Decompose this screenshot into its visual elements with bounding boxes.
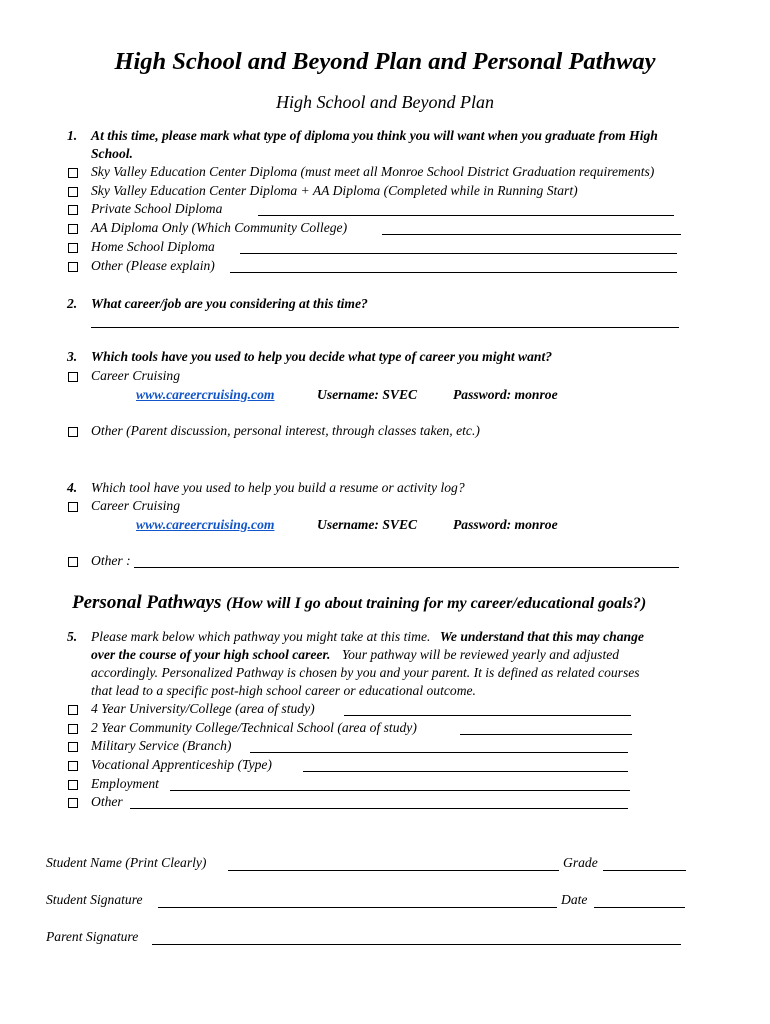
- q1-option-1-checkbox[interactable]: [68, 168, 78, 178]
- q1-option-3-checkbox[interactable]: [68, 205, 78, 215]
- pathways-title: Personal Pathways: [72, 592, 222, 613]
- q5-option-3-checkbox[interactable]: [68, 742, 78, 752]
- q5-option-4-checkbox[interactable]: [68, 761, 78, 771]
- q1-option-6-line[interactable]: [230, 272, 677, 273]
- q1-option-4-checkbox[interactable]: [68, 224, 78, 234]
- q5-intro-line4: that lead to a specific post-high school career or educational outcome.: [91, 683, 476, 698]
- q5-option-5-checkbox[interactable]: [68, 780, 78, 790]
- q2-question: What career/job are you considering at this time?: [91, 296, 368, 311]
- q5-intro-line2-a: over the course of your high school career.: [91, 647, 331, 662]
- q1-question-line1: At this time, please mark what type of diploma you think you will want when you graduate from High: [91, 128, 658, 143]
- q1-option-2-checkbox[interactable]: [68, 187, 78, 197]
- q5-option-5-line[interactable]: [170, 790, 630, 791]
- q3-password: Password: monroe: [453, 387, 558, 402]
- student-signature-label: Student Signature: [46, 892, 143, 907]
- q3-option-1-label: Career Cruising: [91, 368, 180, 383]
- q3-username: Username: SVEC: [317, 387, 418, 402]
- q5-option-3-line[interactable]: [250, 752, 628, 753]
- date-line[interactable]: [594, 907, 685, 908]
- q4-number: 4.: [67, 480, 78, 495]
- q1-option-6-checkbox[interactable]: [68, 262, 78, 272]
- page-subtitle: High School and Beyond Plan: [276, 92, 494, 112]
- student-name-line[interactable]: [228, 870, 559, 871]
- student-name-label: Student Name (Print Clearly): [46, 855, 207, 870]
- q5-option-1-checkbox[interactable]: [68, 705, 78, 715]
- parent-signature-line[interactable]: [152, 944, 681, 945]
- q5-intro-line1-b: We understand that this may change: [439, 629, 644, 644]
- q1-option-6-label: Other (Please explain): [91, 258, 215, 273]
- q2-answer-line[interactable]: [91, 327, 679, 328]
- q5-option-6-line[interactable]: [130, 808, 628, 809]
- q4-careercruising-link[interactable]: www.careercruising.com: [136, 517, 275, 532]
- q3-option-1-checkbox[interactable]: [68, 372, 78, 382]
- q1-option-5-line[interactable]: [240, 253, 677, 254]
- q4-option-1-checkbox[interactable]: [68, 502, 78, 512]
- q5-option-2-checkbox[interactable]: [68, 724, 78, 734]
- q5-option-5-label: Employment: [91, 776, 159, 791]
- q5-intro-line1-a: Please mark below which pathway you might take at this time.: [91, 629, 431, 644]
- grade-label: Grade: [563, 855, 598, 870]
- q3-option-2-label: Other (Parent discussion, personal interest, through classes taken, etc.): [91, 423, 480, 438]
- date-label: Date: [561, 892, 588, 907]
- q4-option-2-line[interactable]: [134, 567, 679, 568]
- q1-option-3-line[interactable]: [258, 215, 674, 216]
- q4-option-2-checkbox[interactable]: [68, 557, 78, 567]
- q5-option-4-line[interactable]: [303, 771, 628, 772]
- pathways-subtitle: (How will I go about training for my career/educational goals?): [226, 595, 647, 612]
- q3-number: 3.: [67, 349, 78, 364]
- q1-option-2-label: Sky Valley Education Center Diploma + AA Diploma (Completed while in Running Start): [91, 183, 578, 198]
- q5-option-3-label: Military Service (Branch): [91, 738, 232, 753]
- q4-option-1-label: Career Cruising: [91, 498, 180, 513]
- q5-option-1-label: 4 Year University/College (area of study): [91, 701, 315, 716]
- q4-question: Which tool have you used to help you build a resume or activity log?: [91, 480, 465, 495]
- pathways-heading: [72, 592, 646, 614]
- grade-line[interactable]: [603, 870, 686, 871]
- q5-intro-line2: [91, 646, 619, 664]
- q5-option-6-checkbox[interactable]: [68, 798, 78, 808]
- q5-option-4-label: Vocational Apprenticeship (Type): [91, 757, 272, 772]
- q1-option-4-label: AA Diploma Only (Which Community College): [91, 220, 348, 235]
- q3-option-2-checkbox[interactable]: [68, 427, 78, 437]
- q1-option-1-label: Sky Valley Education Center Diploma (must meet all Monroe School District Graduation requirements): [91, 164, 655, 179]
- q1-number: 1.: [67, 128, 78, 143]
- q1-option-5-checkbox[interactable]: [68, 243, 78, 253]
- q1-question-line2: School.: [91, 146, 133, 161]
- q5-intro-line2-b: Your pathway will be reviewed yearly and adjusted: [341, 647, 620, 662]
- q5-option-2-label: 2 Year Community College/Technical School (area of study): [91, 720, 417, 735]
- q4-password: Password: monroe: [453, 517, 558, 532]
- q3-question: Which tools have you used to help you decide what type of career you might want?: [91, 349, 553, 364]
- q4-username: Username: SVEC: [317, 517, 418, 532]
- q5-intro-line1: [91, 628, 644, 646]
- q5-number: 5.: [67, 629, 78, 644]
- q4-option-2-label: Other :: [91, 553, 131, 568]
- q1-option-5-label: Home School Diploma: [91, 239, 215, 254]
- parent-signature-label: Parent Signature: [46, 929, 139, 944]
- q1-option-3-label: Private School Diploma: [91, 201, 223, 216]
- q5-option-2-line[interactable]: [460, 734, 632, 735]
- q5-option-6-label: Other: [91, 794, 123, 809]
- q3-careercruising-link[interactable]: www.careercruising.com: [136, 387, 275, 402]
- q1-option-4-line[interactable]: [382, 234, 681, 235]
- page-title: High School and Beyond Plan and Personal Pathway: [114, 48, 656, 75]
- q2-number: 2.: [67, 296, 78, 311]
- student-signature-line[interactable]: [158, 907, 557, 908]
- q5-intro-line3: accordingly. Personalized Pathway is chosen by you and your parent. It is defined as related courses: [91, 665, 640, 680]
- q5-option-1-line[interactable]: [344, 715, 631, 716]
